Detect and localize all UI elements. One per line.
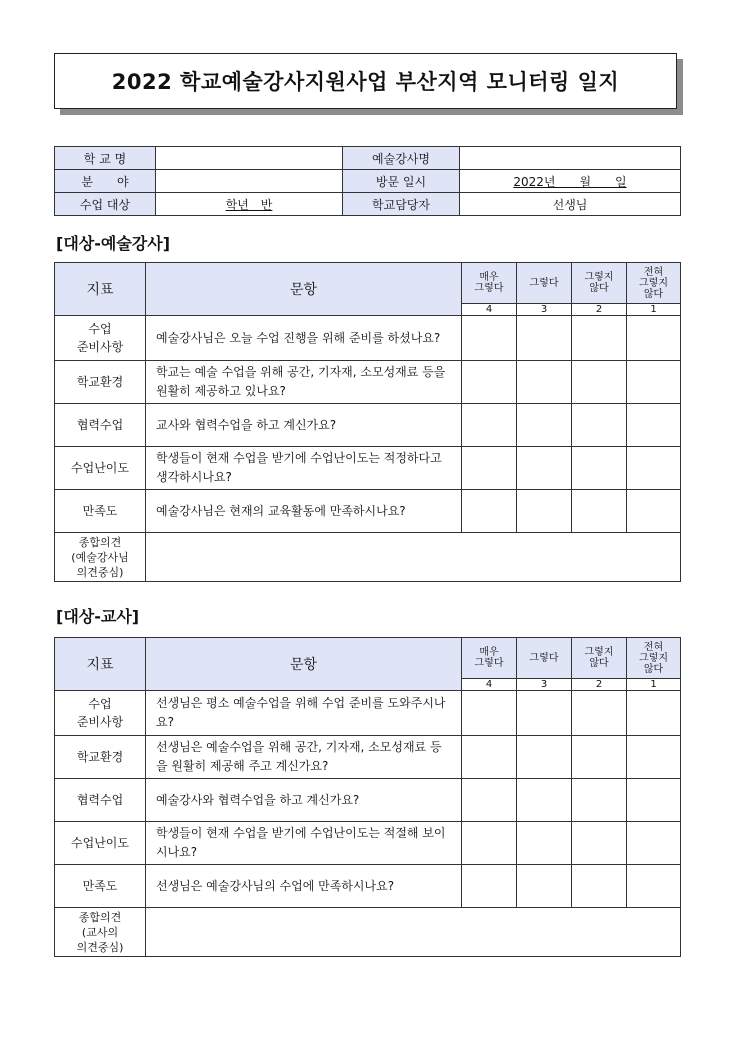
- target-label: 수업 대상: [55, 193, 156, 216]
- item-header: 문항: [146, 263, 462, 316]
- survey-row: [55, 490, 681, 533]
- question-cell: 교사와 협력수업을 하고 계신가요?: [146, 404, 462, 447]
- indicator-cell: [55, 736, 146, 779]
- rating-score: 3: [517, 679, 572, 691]
- indicator-cell: [55, 316, 146, 361]
- rating-score: 4: [462, 679, 517, 691]
- visit-date-value: 2022년 월 일: [513, 174, 627, 189]
- label-line: (예술강사님: [71, 550, 129, 564]
- rating-score: 2: [572, 304, 627, 316]
- question-cell: 선생님은 평소 예술수업을 위해 수업 준비를 도와주시나요?: [146, 691, 462, 736]
- school-field[interactable]: [156, 147, 343, 170]
- indicator-cell: [55, 404, 146, 447]
- label-line: 학교환경: [76, 375, 124, 389]
- rating-cell[interactable]: [627, 691, 681, 736]
- rating-cell[interactable]: [572, 822, 627, 865]
- visit-label: 방문 일시: [343, 170, 460, 193]
- opinion-label: [55, 908, 146, 957]
- document-title: 2022 학교예술강사지원사업 부산지역 모니터링 일지: [54, 53, 677, 109]
- field-label: 분 야: [55, 170, 156, 193]
- label-line: 않다: [589, 658, 609, 669]
- label-line: 않다: [643, 663, 664, 675]
- indicator-cell: [55, 447, 146, 490]
- rating-cell[interactable]: [517, 822, 572, 865]
- rating-cell[interactable]: [517, 691, 572, 736]
- manager-label: 학교담당자: [343, 193, 460, 216]
- rating-cell[interactable]: [462, 361, 517, 404]
- rating-cell[interactable]: [572, 361, 627, 404]
- label-line: 준비사항: [76, 715, 124, 729]
- indicator-cell: [55, 490, 146, 533]
- question-cell: 선생님은 예술수업을 위해 공간, 기자재, 소모성재료 등을 원활히 제공해 주고 계신가요?: [146, 736, 462, 779]
- survey-row: [55, 865, 681, 908]
- opinion-label: [55, 533, 146, 582]
- label-line: 종합의견: [78, 535, 122, 549]
- rating-cell[interactable]: [462, 691, 517, 736]
- question-cell: 예술강사님은 오늘 수업 진행을 위해 준비를 하셨나요?: [146, 316, 462, 361]
- indicator-cell: [55, 865, 146, 908]
- rating-cell[interactable]: [627, 490, 681, 533]
- rating-header: [517, 263, 572, 304]
- survey-row: [55, 447, 681, 490]
- label-line: 수업난이도: [71, 461, 129, 475]
- rating-cell[interactable]: [627, 736, 681, 779]
- rating-cell[interactable]: [627, 404, 681, 447]
- rating-cell[interactable]: [572, 316, 627, 361]
- rating-cell[interactable]: [627, 865, 681, 908]
- survey-row: [55, 779, 681, 822]
- opinion-field[interactable]: [146, 908, 681, 957]
- rating-cell[interactable]: [462, 490, 517, 533]
- rating-score: 1: [627, 304, 681, 316]
- rating-score: 2: [572, 679, 627, 691]
- label-line: 그렇지: [584, 647, 614, 658]
- rating-cell[interactable]: [462, 865, 517, 908]
- rating-cell[interactable]: [517, 490, 572, 533]
- rating-cell[interactable]: [627, 316, 681, 361]
- rating-cell[interactable]: [517, 779, 572, 822]
- rating-header: [572, 263, 627, 304]
- rating-cell[interactable]: [627, 361, 681, 404]
- field-field[interactable]: [156, 170, 343, 193]
- rating-cell[interactable]: [462, 447, 517, 490]
- rating-cell[interactable]: [517, 865, 572, 908]
- rating-cell[interactable]: [462, 779, 517, 822]
- label-line: 그렇다: [474, 283, 504, 294]
- question-cell: 학생들이 현재 수업을 받기에 수업난이도는 적절해 보이시나요?: [146, 822, 462, 865]
- rating-header: [627, 638, 681, 679]
- instructor-label: 예술강사명: [343, 147, 460, 170]
- item-header: 문항: [146, 638, 462, 691]
- label-line: 그렇지: [639, 652, 668, 664]
- rating-cell[interactable]: [627, 779, 681, 822]
- label-line: 수업난이도: [71, 836, 129, 850]
- question-cell: 학교는 예술 수업을 위해 공간, 기자재, 소모성재료 등을 원활히 제공하고 있나요?: [146, 361, 462, 404]
- info-table: [54, 146, 681, 216]
- label-line: 협력수업: [76, 793, 124, 807]
- manager-field[interactable]: 선생님: [460, 193, 681, 216]
- rating-cell[interactable]: [572, 490, 627, 533]
- indicator-cell: [55, 822, 146, 865]
- indicator-cell: [55, 361, 146, 404]
- label-line: 그렇지: [584, 272, 614, 283]
- section2-title: [대상-교사]: [56, 607, 140, 626]
- label-line: 협력수업: [76, 418, 124, 432]
- school-label: 학 교 명: [55, 147, 156, 170]
- opinion-row: [55, 908, 681, 957]
- rating-cell[interactable]: [572, 447, 627, 490]
- section1-title: [대상-예술강사]: [56, 234, 171, 253]
- rating-header: [462, 263, 517, 304]
- opinion-field[interactable]: [146, 533, 681, 582]
- rating-cell[interactable]: [462, 316, 517, 361]
- label-line: 않다: [589, 283, 609, 294]
- rating-cell[interactable]: [462, 404, 517, 447]
- indicator-cell: [55, 779, 146, 822]
- label-line: 준비사항: [76, 340, 124, 354]
- question-cell: 학생들이 현재 수업을 받기에 수업난이도는 적정하다고 생각하시나요?: [146, 447, 462, 490]
- opinion-row: [55, 533, 681, 582]
- question-cell: 선생님은 예술강사님의 수업에 만족하시나요?: [146, 865, 462, 908]
- rating-header: [572, 638, 627, 679]
- label-line: 종합의견: [78, 910, 122, 924]
- label-line: 전혀: [643, 266, 664, 278]
- rating-cell[interactable]: [572, 404, 627, 447]
- label-line: 매우: [479, 647, 499, 658]
- question-cell: 예술강사님은 현재의 교육활동에 만족하시나요?: [146, 490, 462, 533]
- label-line: 그렇지: [639, 277, 668, 289]
- label-line: 의견중심): [76, 565, 124, 579]
- rating-cell[interactable]: [517, 361, 572, 404]
- label-line: 그렇다: [474, 658, 504, 669]
- rating-cell[interactable]: [462, 736, 517, 779]
- label-line: 만족도: [82, 879, 118, 893]
- label-line: 전혀: [643, 641, 664, 653]
- visit-date-field[interactable]: [460, 170, 681, 193]
- rating-cell[interactable]: [572, 779, 627, 822]
- question-cell: 예술강사와 협력수업을 하고 계신가요?: [146, 779, 462, 822]
- rating-cell[interactable]: [572, 865, 627, 908]
- label-line: 그렇다: [529, 277, 559, 289]
- rating-cell[interactable]: [517, 404, 572, 447]
- survey-row: [55, 822, 681, 865]
- rating-cell[interactable]: [627, 822, 681, 865]
- survey-row: [55, 736, 681, 779]
- label-line: 학교환경: [76, 750, 124, 764]
- label-line: 만족도: [82, 504, 118, 518]
- survey-row: [55, 404, 681, 447]
- label-line: (교사의: [81, 925, 119, 939]
- rating-header: [517, 638, 572, 679]
- rating-score: 1: [627, 679, 681, 691]
- teacher-survey-table: [54, 637, 681, 957]
- rating-cell[interactable]: [517, 736, 572, 779]
- rating-header: [627, 263, 681, 304]
- rating-cell[interactable]: [517, 316, 572, 361]
- survey-row: [55, 691, 681, 736]
- rating-cell[interactable]: [462, 822, 517, 865]
- indicator-cell: [55, 691, 146, 736]
- label-line: 않다: [643, 288, 664, 300]
- survey-row: [55, 316, 681, 361]
- instructor-field[interactable]: [460, 147, 681, 170]
- target-field[interactable]: [156, 193, 343, 216]
- label-line: 의견중심): [76, 940, 124, 954]
- rating-score: 4: [462, 304, 517, 316]
- rating-cell[interactable]: [517, 447, 572, 490]
- rating-score: 3: [517, 304, 572, 316]
- rating-cell[interactable]: [627, 447, 681, 490]
- indicator-header: 지표: [55, 638, 146, 691]
- rating-cell[interactable]: [572, 736, 627, 779]
- label-line: 그렇다: [529, 652, 559, 664]
- label-line: 매우: [479, 272, 499, 283]
- survey-row: [55, 361, 681, 404]
- target-value: 학년 반: [225, 197, 273, 212]
- label-line: 수업: [88, 322, 112, 336]
- rating-cell[interactable]: [572, 691, 627, 736]
- rating-header: [462, 638, 517, 679]
- label-line: 수업: [88, 697, 112, 711]
- indicator-header: 지표: [55, 263, 146, 316]
- instructor-survey-table: [54, 262, 681, 582]
